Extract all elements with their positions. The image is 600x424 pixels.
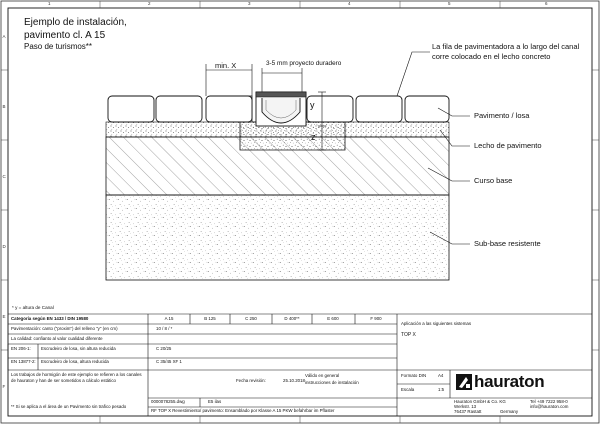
- company-email: info@hauraton.com: [530, 404, 569, 409]
- ruler-row-a: A: [2, 34, 6, 39]
- ruler-row-e: E: [2, 314, 6, 319]
- row-static-note: Los trabajos de hormigón de este ejemplo se refieren a los canales de hauraton y han de ser sometidos a cálculo estático: [11, 372, 142, 383]
- callout-paver-row: La fila de pavimentadora a lo largo del canal corre colocado en el lecho concreto: [432, 42, 580, 61]
- class-c250: C 250: [245, 316, 257, 321]
- title-line-1: Ejemplo de instalación,: [24, 17, 127, 28]
- dimension-z: z: [311, 132, 316, 142]
- date-label: Fecha revisión:: [236, 378, 266, 383]
- row-paving-label: Pavimentación: canto ("proxim") del relleno "y" (en cm): [11, 326, 118, 331]
- table-category-label: Categoría según EN 1433 / DIN 19580: [11, 316, 89, 321]
- ruler-col-4: 4: [348, 0, 351, 6]
- drainage-channel: [256, 92, 306, 126]
- row-en13877-value: C 35/45 XF 1: [156, 359, 182, 364]
- company-name: hauraton: [474, 372, 545, 391]
- callout-paving: Pavimento / losa: [474, 111, 530, 120]
- note-sub: instrucciones de instalación: [305, 380, 359, 385]
- date-value: 25.10.2018: [283, 378, 305, 383]
- format-value: A4: [438, 373, 444, 378]
- callout-bedding: Lecho de pavimento: [474, 141, 542, 150]
- drawing-sub: E5 ilas: [208, 399, 222, 404]
- dimension-gap: 3-5 mm proyecto duradero: [266, 60, 342, 67]
- company-address-4: Germany: [500, 409, 519, 414]
- subtitle: Paso de turismos**: [24, 42, 93, 51]
- ruler-col-2: 2: [148, 0, 151, 6]
- footnote-height: * y = altura de Canal: [12, 305, 54, 310]
- ruler-col-3: 3: [248, 0, 251, 6]
- class-a15: A 15: [164, 316, 174, 321]
- ruler-row-b: B: [2, 104, 6, 109]
- dimension-y: y: [310, 100, 315, 110]
- spec-header: Aplicación a las siguientes sistemas: [401, 321, 472, 326]
- company-address-1: Hauraton GmbH & Co. KG: [454, 399, 506, 404]
- row-en206-value: C 20/25: [156, 346, 172, 351]
- format-label: Formato DIN: [401, 373, 427, 378]
- class-d400: D 400**: [284, 316, 300, 321]
- row-en206-label: Escrudeiro de losa, sin altura reducida: [41, 346, 116, 351]
- ruler-col-6: 6: [545, 0, 548, 6]
- company-phone: Tel +49 7222 958-0: [530, 399, 568, 404]
- row-en206-code: EN 206-1:: [11, 346, 31, 351]
- table-note: ** Si se aplica a el área de un Pavimento sin trafico pesado: [11, 404, 127, 409]
- note-general: Válido en general: [305, 373, 340, 378]
- callout-subbase: Sub-base resistente: [474, 239, 541, 248]
- ruler-row-f: F: [2, 384, 6, 389]
- subbase-layer: [106, 195, 449, 280]
- row-quality-label: La calidad: confianto al valor cualidad diferente: [11, 336, 103, 341]
- class-e600: E 600: [327, 316, 339, 321]
- spec-value: TOP X: [401, 332, 416, 338]
- company-address-2: Werkstr. 13: [454, 404, 477, 409]
- hauraton-logo: [456, 374, 472, 390]
- scale-label: Escala: [401, 387, 415, 392]
- caption: RF TOP X Revestimiento/ pavimento: Ensamblado por Klasse A 15 PKW befahrbar im Pflaster: [151, 408, 335, 413]
- dimension-min-x: min. X: [215, 61, 237, 70]
- row-en13877-code: EN 13877-2:: [11, 359, 36, 364]
- company-address-3: 76437 Rastatt: [454, 409, 482, 414]
- class-f900: F 900: [370, 316, 382, 321]
- row-en13877-label: Escrudeiro de losa, altura reducida: [41, 359, 109, 364]
- scale-value: 1:5: [438, 387, 445, 392]
- title-line-2: pavimento cl. A 15: [24, 30, 106, 41]
- row-paving-value: 10 / 8 / *: [156, 326, 173, 331]
- ruler-col-5: 5: [448, 0, 451, 6]
- ruler-col-1: 1: [48, 0, 51, 6]
- callout-base: Curso base: [474, 176, 513, 185]
- ruler-row-d: D: [2, 244, 6, 249]
- class-b125: B 125: [204, 316, 216, 321]
- ruler-row-c: C: [2, 174, 6, 179]
- drawing-number: 0000078255.dwg: [151, 399, 185, 404]
